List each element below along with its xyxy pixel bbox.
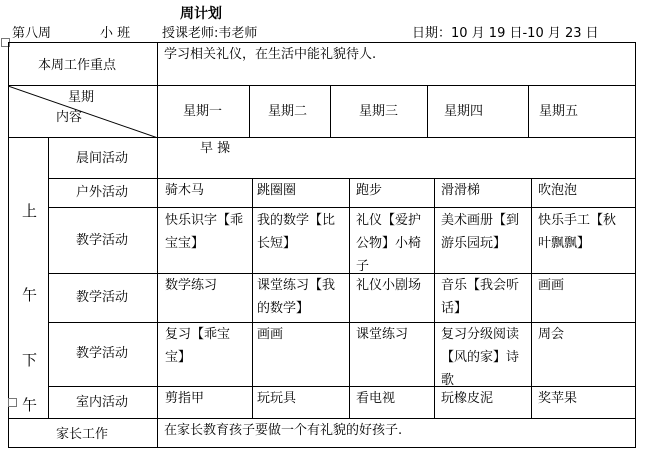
outdoor-wed: 跑步	[356, 183, 383, 198]
teach3-tue: 画画	[257, 327, 284, 342]
focus-label: 本周工作重点	[38, 58, 117, 73]
teach3-wed: 课堂练习	[356, 327, 409, 342]
day-header-fri: 星期五	[539, 104, 579, 119]
indoor-label: 室内活动	[76, 395, 129, 410]
outdoor-fri: 吹泡泡	[538, 183, 578, 198]
outdoor-thu: 滑滑梯	[441, 183, 481, 198]
class-label: 小 班	[100, 26, 131, 41]
morning-period-label: 上	[22, 202, 38, 220]
day-header-wed: 星期三	[359, 104, 399, 119]
teach2-tue: 课堂练习【我的数学】	[257, 278, 336, 316]
morning-activity-label: 晨间活动	[76, 151, 129, 166]
outdoor-tue: 跳圈圈	[257, 183, 297, 198]
teach1-thu: 美术画册【到游乐园玩】	[441, 213, 520, 251]
teach3-mon: 复习【乖宝宝】	[165, 327, 231, 365]
day-header-mon: 星期一	[183, 104, 223, 119]
teach3-label: 教学活动	[76, 346, 129, 361]
teach2-label: 教学活动	[76, 290, 129, 305]
morning-activity-text: 早 操	[200, 141, 231, 156]
afternoon-period-label: 下	[22, 351, 38, 369]
corner-bottom-label: 内容	[56, 110, 83, 125]
week-label: 第八周	[12, 26, 52, 41]
date-label: 日期：10 月 19 日-10 月 23 日	[412, 26, 599, 41]
teach3-fri: 周会	[538, 327, 565, 342]
teach2-wed: 礼仪小剧场	[356, 278, 422, 293]
teach1-wed: 礼仪【爱护公物】小椅子	[356, 213, 422, 274]
afternoon-period-label-2: 午	[22, 396, 38, 414]
teach1-label: 教学活动	[76, 233, 129, 248]
day-header-tue: 星期二	[268, 104, 308, 119]
teach2-mon: 数学练习	[165, 278, 218, 293]
outdoor-label: 户外活动	[76, 185, 129, 200]
focus-text: 学习相关礼仪，在生活中能礼貌待人.	[164, 47, 377, 62]
morning-period-label-2: 午	[22, 286, 38, 304]
outdoor-mon: 骑木马	[165, 183, 205, 198]
indoor-tue: 玩玩具	[257, 391, 297, 406]
teach2-thu: 音乐【我会听话】	[441, 278, 520, 316]
teach1-mon: 快乐识字【乖宝宝】	[165, 213, 244, 251]
document-title: 周计划	[180, 6, 222, 22]
indoor-thu: 玩橡皮泥	[441, 391, 494, 406]
corner-top-label: 星期	[68, 90, 95, 105]
row-handle[interactable]	[8, 398, 17, 407]
parent-label: 家长工作	[56, 427, 109, 442]
indoor-mon: 剪指甲	[165, 391, 205, 406]
teach2-fri: 画画	[538, 278, 565, 293]
teacher-label: 授课老师:韦老师	[162, 26, 258, 41]
day-header-thu: 星期四	[444, 104, 484, 119]
indoor-wed: 看电视	[356, 391, 396, 406]
teach1-fri: 快乐手工【秋叶飘飘】	[538, 213, 617, 251]
teach3-thu: 复习分级阅读【风的家】诗歌	[441, 327, 520, 388]
parent-text: 在家长教育孩子要做一个有礼貌的好孩子.	[164, 423, 403, 438]
teach1-tue: 我的数学【比长短】	[257, 213, 336, 251]
indoor-fri: 奖苹果	[538, 391, 578, 406]
